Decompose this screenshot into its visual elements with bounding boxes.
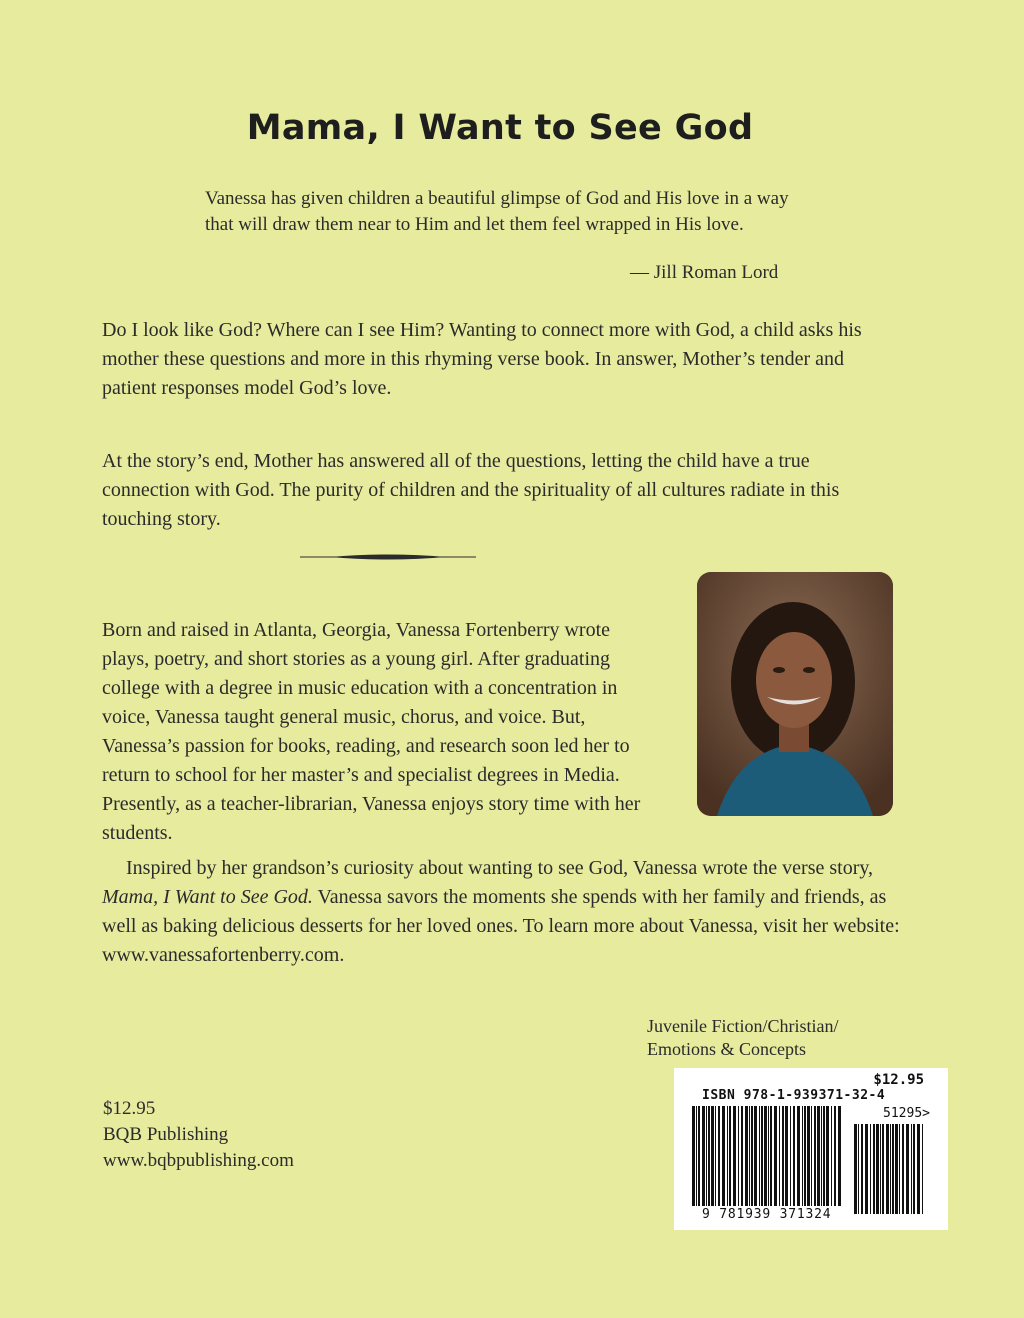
publisher-website: www.bqbpublishing.com	[103, 1150, 294, 1171]
category-line-2: Emotions & Concepts	[647, 1039, 806, 1059]
bio-text-after-title: Vanessa savors the moments she spends with her family and friends, as well as baking delicious desserts for her loved ones. To learn more about Vanessa, visit her website: www.vanessafortenberry.com.	[102, 886, 900, 966]
bio-book-title: Mama, I Want to See God.	[102, 886, 313, 908]
barcode-addon: 51295>	[883, 1106, 930, 1121]
barcode-price: $12.95	[873, 1072, 924, 1088]
author-photo	[697, 572, 893, 816]
barcode	[674, 1068, 948, 1230]
category-line-1: Juvenile Fiction/Christian/	[647, 1016, 839, 1036]
endorsement-author: — Jill Roman Lord	[630, 262, 779, 283]
endorsement-quote: Vanessa has given children a beautiful glimpse of God and His love in a way that will draw them near to Him and let them feel wrapped in His love.	[205, 188, 789, 235]
book-title: Mama, I Want to See God	[246, 108, 754, 148]
bio-text-before-title: Inspired by her grandson’s curiosity about wanting to see God, Vanessa wrote the verse story,	[126, 857, 874, 879]
author-bio-paragraph-1: Born and raised in Atlanta, Georgia, Vanessa Fortenberry wrote plays, poetry, and short stories as a young girl. After graduating college with a degree in music education with a concentration in voice, Vanessa taught general music, chorus, and voice. But, Vanessa’s passion for books, reading, and research soon led her to return to school for her master’s and specialist degrees in Media. Presently, as a teacher-librarian, Vanessa enjoys story time with her students.	[102, 619, 641, 844]
publisher-info	[103, 1096, 403, 1174]
description-paragraph-2: At the story’s end, Mother has answered all of the questions, letting the child have a true connection with God. The purity of children and the spirituality of all cultures radiate in this touching story.	[102, 450, 840, 530]
publisher-name: BQB Publishing	[103, 1124, 229, 1145]
description-paragraph-1: Do I look like God? Where can I see Him? Wanting to connect more with God, a child asks his mother these questions and more in this rhyming verse book. In answer, Mother’s tender and patient responses model God’s love.	[102, 319, 862, 399]
price: $12.95	[103, 1098, 156, 1119]
barcode-isbn: ISBN 978-1-939371-32-4	[702, 1088, 886, 1103]
barcode-digits: 9 781939 371324	[702, 1207, 832, 1222]
ornamental-divider	[300, 550, 476, 564]
book-category	[647, 1015, 907, 1061]
author-bio-paragraph-2	[102, 854, 902, 970]
